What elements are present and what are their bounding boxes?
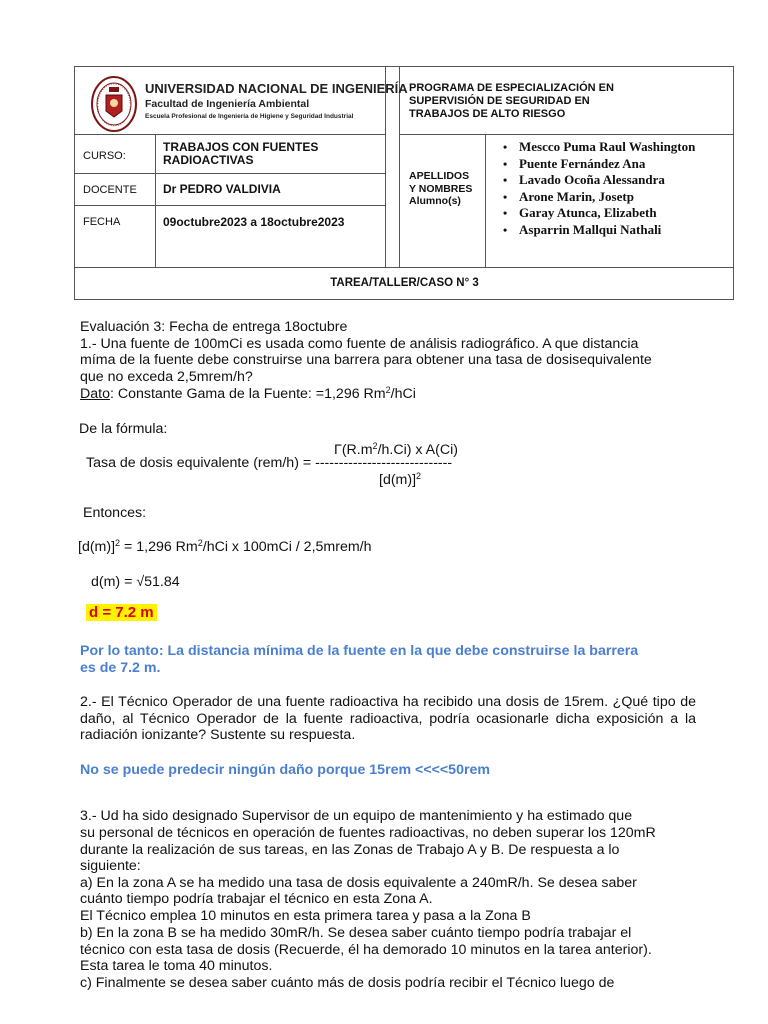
conclusion-line-2: es de 7.2 m. [80,660,161,676]
calculation-line-1: $[d(m)]^2 = 1,296$ Rm$^2$/hCi x 100mCi / 2,5mrem/h [78,538,372,555]
dato-line: Dato: Constante Gama de la Fuente: =1,296 Rm$^2$/hCi [80,385,416,402]
list-item: • Garay Atunca, Elizabeth [509,205,695,222]
question-3-line: b) En la zona B se ha medido 30mR/h. Se desea saber cuánto tiempo podría trabajar el [80,925,632,941]
list-item: • Asparrin Mallqui Nathali [509,222,695,239]
question-3-line: El Técnico emplea 10 minutos en esta primera tarea y pasa a la Zona B [80,908,531,924]
docente-value: Dr PEDRO VALDIVIA [163,182,281,196]
list-item: • Puente Fernández Ana [509,156,695,173]
program-title: PROGRAMA DE ESPECIALIZACIÓN EN SUPERVISIÓN DE SEGURIDAD EN TRABAJOS DE ALTO RIESGO [409,82,614,120]
school-name: Escuela Profesional de Ingeniería de Higiene y Seguridad Industrial [145,113,354,120]
student-list [495,139,695,239]
question-3-line: su personal de técnicos en operación de fuentes radioactivas, no deben superar los 120mR [80,825,656,841]
evaluation-heading: Evaluación 3: Fecha de entrega 18octubre [80,319,348,335]
docente-label: DOCENTE [83,184,137,196]
question-3-line: durante la realización de sus tareas, en las Zonas de Trabajo A y B. De respuesta a lo [80,842,620,858]
curso-value: TRABAJOS CON FUENTES RADIOACTIVAS [163,140,319,167]
list-item: • Mescco Puma Raul Washington [509,139,695,156]
question-3-line: siguiente: [80,858,141,874]
list-item: • Arone Marin, Josetp [509,189,695,206]
conclusion-line-1: Por lo tanto: La distancia mínima de la fuente en la que debe construirse la barrera [80,643,639,659]
question-3-line: c) Finalmente se desea saber cuánto más de dosis podría recibir el Técnico luego de [80,975,615,991]
formula-intro: De la fórmula: [79,421,168,437]
curso-label: CURSO: [83,150,126,162]
question-3-line: cuánto tiempo podría trabajar el técnico en esta Zona A. [80,891,433,907]
calculation-line-2: d(m) = √51.84 [91,574,180,590]
question-2: 2.- El Técnico Operador de una fuente radioactiva ha recibido una dosis de 15rem. ¿Qué tipo de daño, al Técnico Operador de la fuente radioactiva, podría ocasionarle dicha exposición a la radiación ionizante? Sustente su respuesta. [80,694,696,744]
entonces-label: Entonces: [83,505,147,521]
question-3-line: Esta tarea le toma 40 minutos. [80,958,273,974]
fecha-label: FECHA [83,216,121,228]
formula-denominator: $[d(m)]^2$ [379,471,422,488]
answer-2: No se puede predecir ningún daño porque 15rem <<<<50rem [80,762,490,778]
university-name: UNIVERSIDAD NACIONAL DE INGENIERÍA [145,81,408,96]
faculty-name: Facultad de Ingeniería Ambiental [145,98,310,110]
formula-numerator: $\Gamma(R.m^2/h.Ci)$ x A(Ci) [334,441,458,458]
question-1-line-2: míma de la fuente debe construirse una barrera para obtener una tasa de dosisequivalente [80,352,652,368]
university-seal-logo [91,75,137,133]
question-3-line: a) En la zona A se ha medido una tasa de dosis equivalente a 240mR/h. Se desea saber [80,875,637,891]
result-highlight: d = 7.2 m [86,605,157,622]
apellidos-label: APELLIDOS Y NOMBRES Alumno(s) [409,170,473,207]
formula-label: Tasa de dosis equivalente (rem/h) = ----------------------------- [86,455,453,471]
tarea-title: TAREA/TALLER/CASO N° 3 [330,277,479,289]
question-1-line-1: 1.- Una fuente de 100mCi es usada como fuente de análisis radiográfico. A que distancia [80,336,639,352]
fecha-value: 09octubre2023 a 18octubre2023 [163,215,345,229]
question-3-line: 3.- Ud ha sido designado Supervisor de un equipo de mantenimiento y ha estimado que [80,808,633,824]
list-item: • Lavado Ocoña Alessandra [509,172,695,189]
header-table [74,66,734,300]
question-1-line-3: que no exceda 2,5mrem/h? [80,369,253,385]
question-3-line: técnico con esta tasa de dosis (Recuerde, él ha demorado 10 minutos en la tarea anterior). [80,942,652,958]
